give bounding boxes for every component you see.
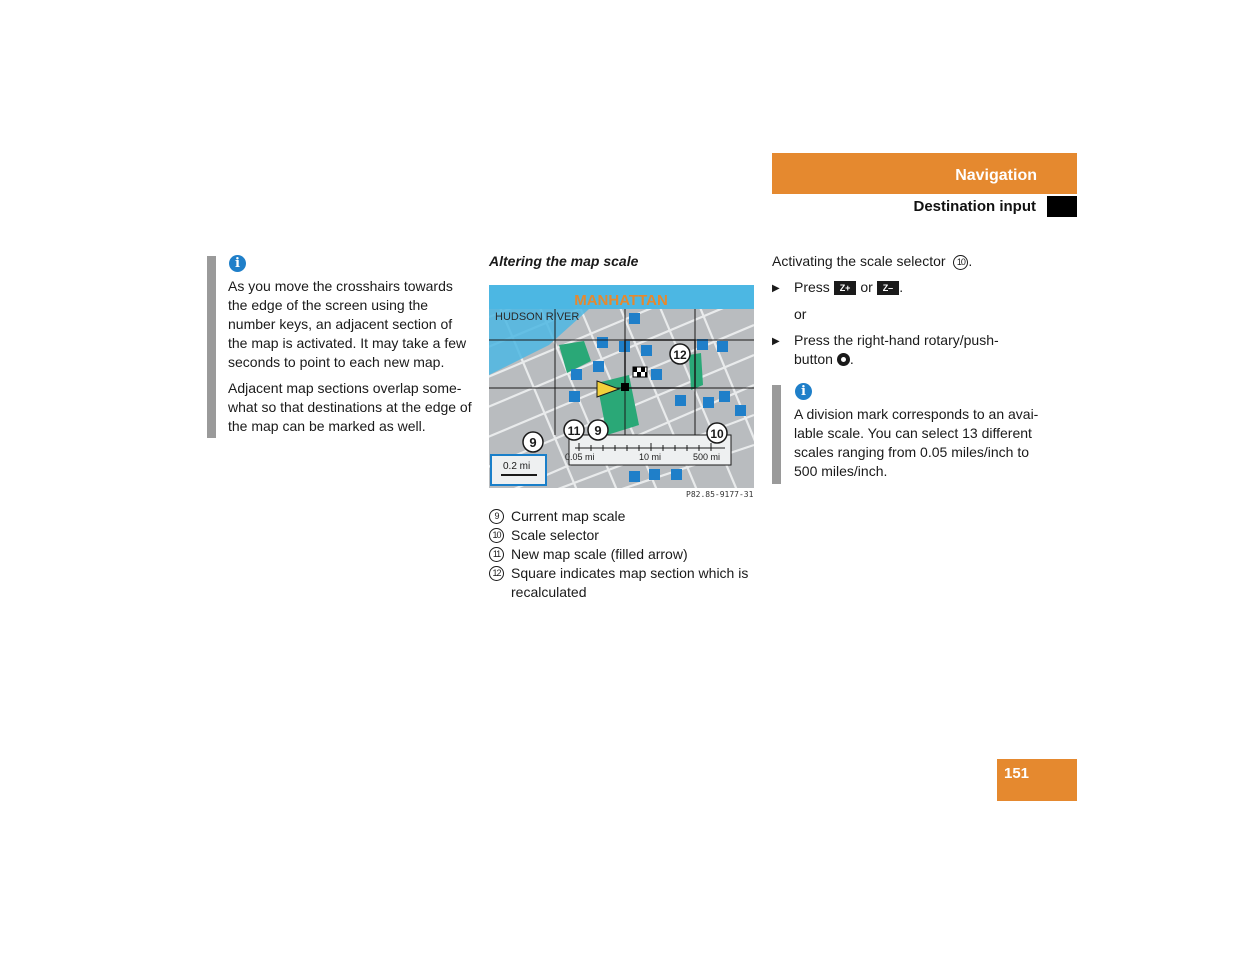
or-text: or [860, 279, 873, 295]
zoom-in-key: Z+ [834, 281, 857, 295]
step-arrow-icon: ▶ [772, 283, 780, 294]
step-arrow-icon: ▶ [772, 336, 780, 347]
note-bar [772, 385, 781, 484]
scale-tick-label: 0.05 mi [565, 452, 595, 462]
rotary-knob-icon [837, 353, 850, 366]
legend-text: Current map scale [511, 508, 626, 524]
callout-10 [707, 423, 727, 443]
header-marker [1047, 196, 1077, 217]
left-note-text [228, 277, 475, 443]
legend-number: 11 [489, 547, 504, 562]
scale-tick-label: 10 mi [639, 452, 662, 462]
callout-12 [670, 344, 690, 364]
section-title: Navigation [955, 167, 1037, 184]
legend-item [489, 526, 757, 545]
park-area [689, 353, 703, 390]
step-rotary: ▶ Press the right-hand rotary/push- button . [772, 331, 1042, 369]
scale-tick-label: 500 mi [693, 452, 721, 462]
current-scale-label: 0.2 mi [503, 461, 531, 472]
info-icon: i [795, 383, 812, 400]
legend-item [489, 564, 757, 602]
scale-intro: Activating the scale selector 10 . [772, 253, 973, 269]
callout-11 [564, 420, 584, 440]
legend-text: Scale selector [511, 527, 599, 543]
svg-text:9: 9 [529, 435, 537, 450]
figure-id: P82.85-9177-31 [686, 490, 754, 499]
svg-text:11: 11 [567, 424, 581, 438]
step-text: Press the right-hand rotary/push- [794, 332, 999, 348]
svg-text:10: 10 [710, 427, 724, 441]
legend-number: 12 [489, 566, 504, 581]
step-text: Press [794, 279, 830, 295]
legend-number: 9 [489, 509, 504, 524]
legend-text: New map scale (filled arrow) [511, 546, 688, 562]
river-label: HUDSON RIVER [495, 311, 580, 323]
page-number-tab [997, 759, 1077, 801]
section-tab [772, 153, 1077, 194]
legend-number: 10 [489, 528, 504, 543]
map-title: MANHATTAN [574, 292, 668, 309]
callout-9-left [523, 432, 543, 452]
right-note-text: A division mark corresponds to an avai-lable scale. You can select 13 different scales ranging from 0.05 miles/inch to 500 miles/inch. [794, 406, 1039, 479]
figure-legend [489, 507, 757, 602]
left-note-paragraph: Adjacent map sections overlap some-what so that destinations at the edge of the map can be marked as well. [228, 380, 472, 434]
legend-item [489, 545, 757, 564]
note-bar [207, 256, 216, 438]
svg-text:9: 9 [594, 423, 602, 438]
legend-text: Square indicates map section which is recalculated [511, 565, 749, 600]
zoom-out-key: Z– [877, 281, 900, 295]
destination-flag [633, 367, 647, 377]
step-text: button [794, 351, 833, 367]
step-press-zoom: ▶ Press Z+ or Z– . [772, 278, 1042, 297]
crosshair-square [621, 383, 629, 391]
intro-number: 10 [953, 255, 968, 270]
legend-item [489, 507, 757, 526]
subsection-title: Destination input [913, 198, 1036, 215]
intro-text: Activating the scale selector [772, 253, 946, 269]
page-number: 151 [1004, 765, 1030, 782]
map-figure [489, 285, 754, 488]
or-separator: or [794, 306, 807, 322]
figure-heading: Altering the map scale [489, 253, 639, 269]
left-note-paragraph: As you move the crosshairs towards the edge of the screen using the number keys, an adjacent section of the map is activated. It may take a few seconds to point to each new map. [228, 278, 467, 370]
callout-9 [588, 420, 608, 440]
svg-text:12: 12 [673, 348, 687, 362]
info-icon: i [229, 255, 246, 272]
